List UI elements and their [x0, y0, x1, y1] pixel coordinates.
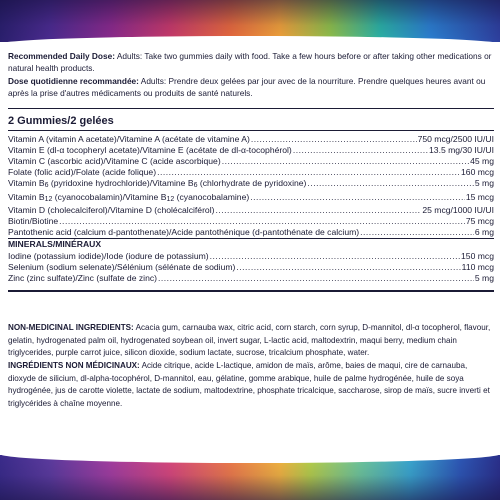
nmi-en-label: NON-MEDICINAL INGREDIENTS: — [8, 323, 134, 333]
dose-en-label: Recommended Daily Dose: — [8, 51, 115, 61]
dose-english — [8, 50, 494, 75]
divider — [8, 108, 494, 109]
nutrient-label: Vitamin A (vitamin A acetate)/Vitamine A (acétate de vitamine A) — [8, 133, 250, 144]
nutrient-value: 25 mcg/1000 IU/UI — [422, 204, 494, 215]
leader-dots — [158, 273, 474, 284]
nutrient-value: 6 mg — [474, 227, 494, 238]
nmi-english — [8, 322, 494, 360]
nutrient-value: 75 mcg — [465, 216, 494, 227]
dose-fr-text: Adults: Prendre deux gelées par jour avec de la nourriture. Prendre quelques heures avant ou après la prise d'autres médicaments ou produits de santé naturels. — [8, 75, 486, 99]
label-content — [8, 50, 494, 410]
non-medicinal-ingredients — [8, 322, 494, 410]
table-row — [8, 192, 494, 205]
nutrient-label: Vitamin C (ascorbic acid)/Vitamine C (acide ascorbique) — [8, 156, 221, 167]
nutrient-label: Iodine (potassium iodide)/Iode (iodure de potassium) — [8, 250, 209, 261]
leader-dots — [222, 156, 469, 167]
dose-fr-label: Dose quotidienne recommandée: — [8, 75, 139, 86]
table-row — [8, 216, 494, 227]
table-row — [8, 156, 494, 167]
nutrient-value: 150 mcg — [461, 250, 494, 261]
serving-size: 2 Gummies/2 gelées — [8, 114, 114, 127]
table-row — [8, 167, 494, 178]
nutrient-label: Folate (folic acid)/Folate (acide folique) — [8, 167, 157, 178]
leader-dots — [216, 205, 422, 216]
minerals-heading: MINERALS/MINÉRAUX — [8, 239, 102, 250]
dose-section — [8, 50, 494, 100]
nmi-fr-text: Acide citrique, acide L-lactique, amidon de maïs, arôme, baies de maqui, cire de carnauba, dioxyde de silicium, dl-alpha-tocophérol, D-mannitol, eau, gélatine, gomme arabique, huile de palme hydrogénée, huile de soya hydrogénée, jus de carotte violette, lactate de sodium, maltodextrine, phosphate tricalcique, saccharose, sirop de maïs, sucre inverti et triglycérides à chaîne moyenne. — [8, 361, 490, 408]
leader-dots — [360, 227, 474, 238]
leader-dots — [210, 251, 460, 262]
nutrient-value: 160 mcg — [461, 167, 494, 178]
table-row — [8, 178, 494, 191]
nutrient-value: 45 mg — [470, 156, 494, 167]
mineral-table — [8, 251, 494, 285]
table-row — [8, 262, 494, 273]
nutrient-value: 13.5 mg/30 IU/UI — [429, 144, 494, 155]
nmi-french — [8, 360, 494, 410]
nutrient-label: Biotin/Biotine — [8, 216, 59, 227]
nutrient-value: 15 mcg — [465, 191, 494, 202]
table-row — [8, 227, 494, 238]
nutrient-value: 5 mg — [474, 273, 494, 284]
vitamin-table — [8, 134, 494, 239]
leader-dots — [293, 145, 428, 156]
dose-french — [8, 75, 494, 100]
table-row — [8, 273, 494, 284]
leader-dots — [59, 216, 465, 227]
serving-divider — [8, 130, 494, 131]
leader-dots — [250, 192, 465, 203]
nmi-en-text: Acacia gum, carnauba wax, citric acid, corn starch, corn syrup, D-mannitol, dl-α tocopherol, flavour, gelatin, hydrogenated palm oil, hydrogenated soybean oil, invert sugar, L-lactic acid, maltodextrin, maqui berry, medium chain triglycerides, purple carrot juice, silicon dioxide, sodium lactate, sucrose, tricalcium phosphate, water. — [8, 323, 491, 358]
table-row — [8, 134, 494, 145]
nmi-fr-label: INGRÉDIENTS NON MÉDICINAUX: — [8, 361, 140, 371]
nutrient-label: Pantothenic acid (calcium d-pantothenate)/Acide pantothénique (d-pantothénate de calcium) — [8, 227, 360, 238]
nutrient-value: 5 mg — [474, 178, 494, 189]
nutrient-value: 750 mcg/2500 IU/UI — [417, 133, 494, 144]
leader-dots — [307, 178, 473, 189]
table-row — [8, 251, 494, 262]
table-row — [8, 145, 494, 156]
nutrient-value: 110 mcg — [461, 261, 494, 272]
table-bottom-rule — [8, 290, 494, 292]
nutrient-label: Vitamin B12 (cyanocobalamin)/Vitamine B12 (cyanocobalamine) — [8, 191, 250, 203]
dose-en-text: Adults: Take two gummies daily with food. Take a few hours before or after taking other medications or natural health products. — [8, 51, 492, 74]
leader-dots — [251, 134, 417, 145]
nutrient-label: Vitamin D (cholecalciferol)/Vitamine D (cholécalciférol) — [8, 204, 215, 215]
nutrient-label: Vitamin B6 (pyridoxine hydrochloride)/Vitamine B6 (chlorhydrate de pyridoxine) — [8, 178, 307, 190]
table-row — [8, 205, 494, 216]
nutrient-label: Selenium (sodium selenate)/Sélénium (sélénate de sodium) — [8, 261, 236, 272]
leader-dots — [157, 167, 460, 178]
leader-dots — [236, 262, 460, 273]
nutrient-label: Vitamin E (dl-α tocopheryl acetate)/Vitamine E (acétate de dl-α-tocophérol) — [8, 144, 292, 155]
nutrient-label: Zinc (zinc sulfate)/Zinc (sulfate de zinc) — [8, 273, 158, 284]
